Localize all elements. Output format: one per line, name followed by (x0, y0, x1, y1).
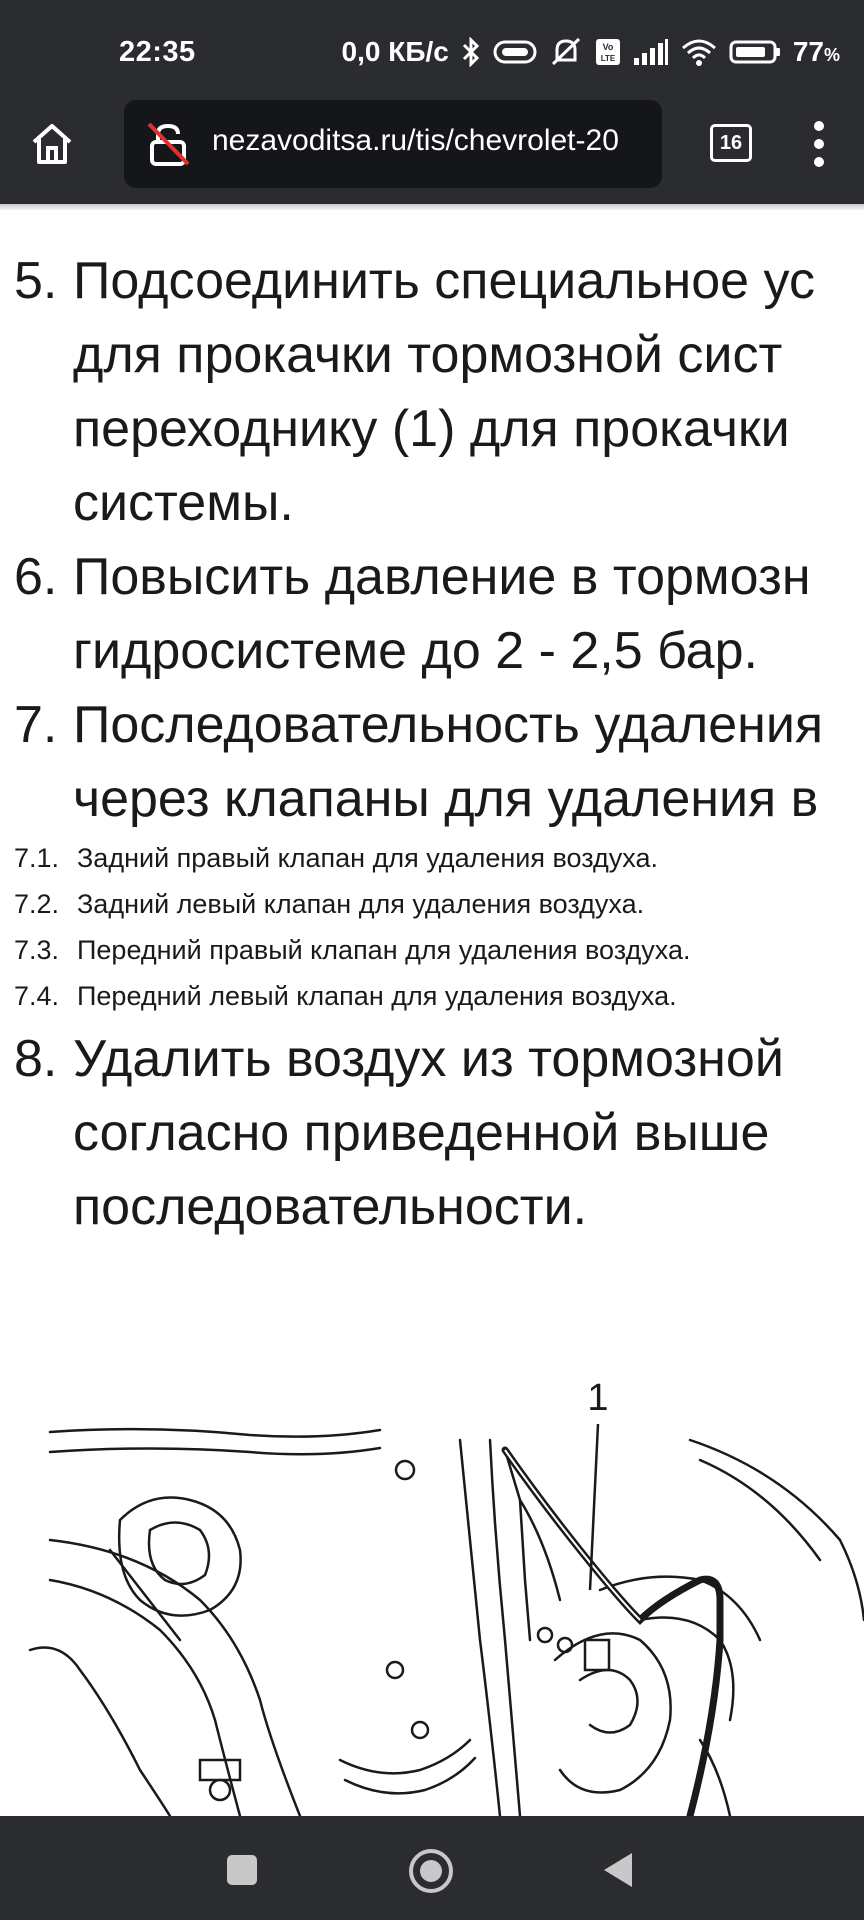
substep-number: 7.3. (14, 935, 60, 965)
substep-text: Передний левый клапан для удаления воздуха. (77, 981, 677, 1011)
volte-icon (595, 37, 621, 67)
step-number: 7. (14, 696, 58, 754)
step-number: 5. (14, 252, 58, 310)
step-number: 8. (14, 1030, 58, 1088)
insecure-lock-icon[interactable] (144, 120, 192, 168)
substep-number: 7.2. (14, 889, 60, 919)
back-button[interactable] (600, 1850, 636, 1890)
navigation-bar (0, 1816, 864, 1920)
page-content (0, 210, 864, 1816)
step-line: гидросистеме до 2 - 2,5 бар. (73, 622, 758, 680)
step-line: Последовательность удаления (73, 696, 824, 754)
network-speed: 0,0 КБ/с (341, 36, 449, 67)
status-bar (0, 0, 864, 100)
svg-text:LTE: LTE (600, 54, 616, 63)
step-line: Удалить воздух из тормозной (73, 1030, 784, 1088)
recents-button[interactable] (224, 1852, 260, 1888)
step-line: через клапаны для удаления в (73, 770, 819, 828)
step-line: системы. (73, 474, 294, 532)
browser-toolbar (0, 100, 864, 204)
wifi-icon (681, 38, 717, 66)
mute-icon (549, 36, 583, 68)
home-button[interactable] (408, 1848, 454, 1894)
battery-level: 77% (792, 36, 840, 67)
substep-text: Задний левый клапан для удаления воздуха. (77, 889, 645, 919)
vibrate-icon (493, 38, 537, 66)
tabs-count: 16 (719, 132, 743, 154)
step-line: переходнику (1) для прокачки (73, 400, 790, 458)
callout-label: 1 (587, 1377, 609, 1419)
step-number: 6. (14, 548, 58, 606)
brake-bleeding-diagram (0, 1340, 864, 1816)
status-time: 22:35 (119, 36, 196, 68)
substep-text: Задний правый клапан для удаления воздуха. (77, 843, 658, 873)
step-line: для прокачки тормозной сист (73, 326, 783, 384)
status-icons (342, 36, 840, 68)
battery-icon (729, 38, 781, 66)
substep-number: 7.1. (14, 843, 60, 873)
substep-number: 7.4. (14, 981, 60, 1011)
home-icon[interactable] (28, 120, 76, 168)
url-text[interactable]: nezavoditsa.ru/tis/chevrolet-20 (212, 124, 619, 157)
step-line: последовательности. (73, 1178, 588, 1236)
substep-text: Передний правый клапан для удаления воздуха. (77, 935, 691, 965)
svg-text:Vo: Vo (602, 42, 614, 52)
bluetooth-icon (461, 37, 481, 67)
url-bar[interactable] (124, 100, 662, 188)
step-line: согласно приведенной выше (73, 1104, 770, 1162)
signal-icon (633, 38, 669, 66)
menu-icon[interactable] (813, 120, 825, 168)
step-line: Повысить давление в тормозн (73, 548, 811, 606)
tabs-button[interactable] (710, 124, 752, 162)
step-line: Подсоединить специальное ус (73, 252, 815, 310)
